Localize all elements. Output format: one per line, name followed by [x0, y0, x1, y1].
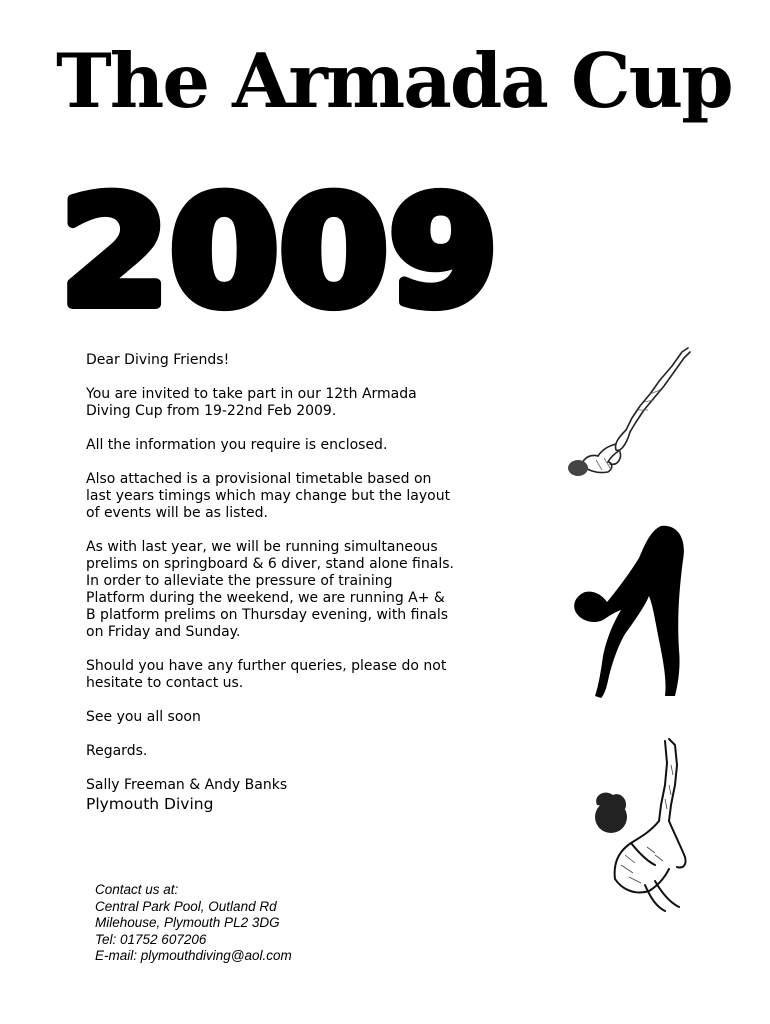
letter-greeting: Dear Diving Friends! [86, 352, 230, 368]
contact-phone: Tel: 01752 607206 [95, 931, 207, 947]
contact-block [95, 882, 395, 965]
letter-paragraph: Should you have any further queries, please do not hesitate to contact us. [86, 658, 447, 691]
letter-paragraph: All the information you require is enclosed. [86, 437, 388, 453]
invitation-letter [86, 352, 456, 814]
letter-paragraph: Also attached is a provisional timetable based on last years timings which may change but the layout of events will be as listed. [86, 471, 451, 521]
year-text: 2009 [60, 172, 498, 322]
letter-paragraph: See you all soon [86, 709, 201, 725]
letter-paragraph: As with last year, we will be running simultaneous prelims on springboard & 6 diver, stand alone finals. In order to alleviate the pressure of training Platform during the weekend, we are running A+ & B platform prelims on Thursday evening, with finals on Friday and Sunday. [86, 539, 454, 640]
contact-heading: Contact us at: [95, 882, 179, 897]
contact-address-line: Central Park Pool, Outland Rd [95, 898, 277, 914]
diver-tuck-illustration [585, 735, 695, 915]
letter-signature: Sally Freeman & Andy Banks [86, 777, 288, 793]
letter-closing: Regards. [86, 743, 148, 759]
letter-paragraph: You are invited to take part in our 12th Armada Diving Cup from 19-22nd Feb 2009. [86, 386, 417, 419]
contact-address-line: Milehouse, Plymouth PL2 3DG [95, 915, 280, 930]
year-heading [60, 172, 500, 322]
diver-silhouette [565, 520, 690, 700]
contact-email: E-mail: plymouthdiving@aol.com [95, 948, 292, 963]
diver-pike-illustration [560, 340, 700, 500]
letter-organization: Plymouth Diving [86, 795, 214, 813]
page-title: The Armada Cup [56, 37, 732, 125]
